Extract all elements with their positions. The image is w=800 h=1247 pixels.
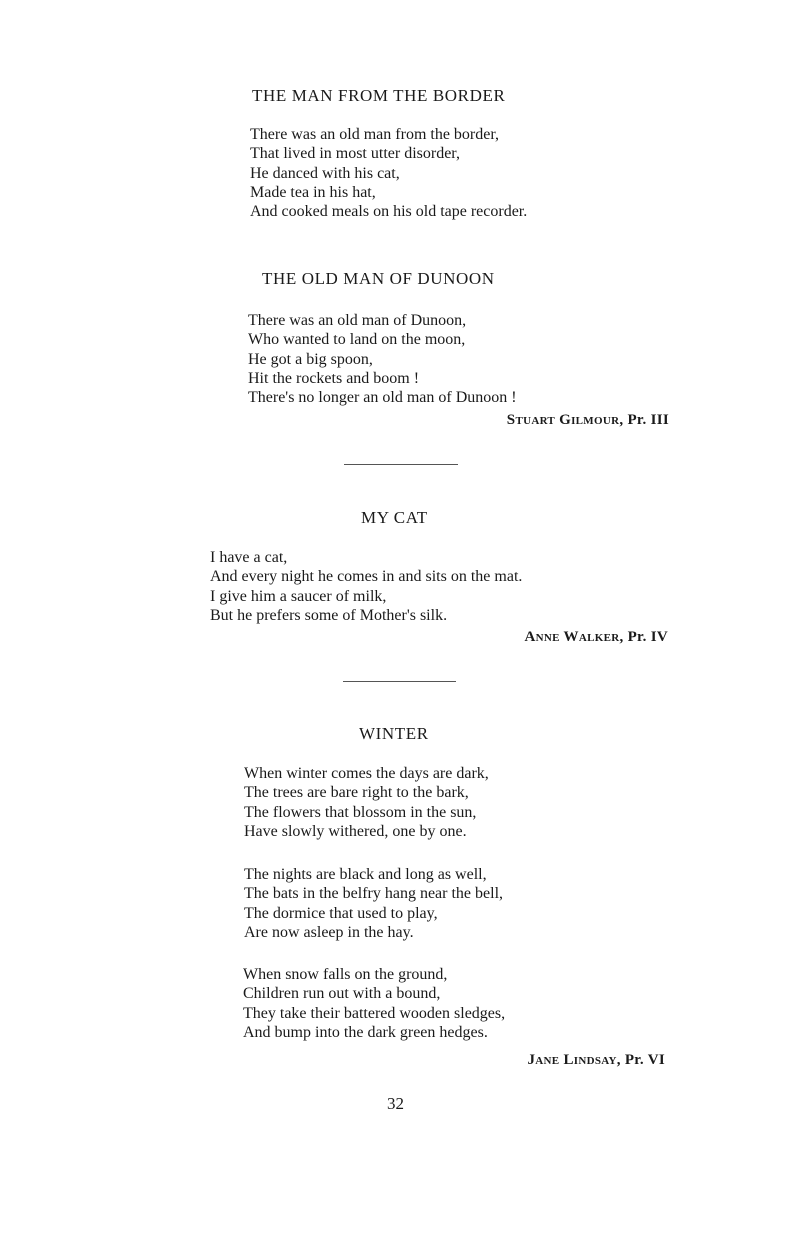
poem-line: The dormice that used to play,	[244, 904, 438, 922]
section-divider	[344, 464, 458, 465]
author-class: Pr. III	[627, 412, 669, 428]
poem-title: THE MAN FROM THE BORDER	[252, 86, 506, 105]
poem-author	[507, 412, 669, 429]
section-divider	[343, 681, 456, 682]
author-class: Pr. IV	[627, 629, 668, 645]
poem-line: The nights are black and long as well,	[244, 866, 487, 883]
poem-title: WINTER	[359, 724, 429, 743]
author-name: Stuart Gilmour,	[506, 412, 624, 428]
poem-line: They take their battered wooden sledges,	[243, 1004, 506, 1022]
poem-stanza	[250, 125, 527, 221]
poem-line: Made tea in his hat,	[250, 183, 376, 201]
page-number: 32	[387, 1094, 404, 1113]
poem-title: THE OLD MAN OF DUNOON	[262, 269, 495, 288]
poem-line: When snow falls on the ground,	[243, 966, 448, 983]
poem-stanza	[210, 548, 522, 625]
poem-title: MY CAT	[361, 508, 428, 527]
poem-stanza	[248, 311, 517, 407]
poem-line: Children run out with a bound,	[243, 985, 441, 1003]
poem-stanza	[244, 865, 503, 942]
poem-line: Have slowly withered, one by one.	[244, 822, 467, 840]
poem-line: There was an old man of Dunoon,	[248, 312, 467, 329]
poem-line: But he prefers some of Mother's silk.	[210, 606, 448, 624]
poem-line: Are now asleep in the hay.	[244, 923, 414, 941]
poem-line: Hit the rockets and boom !	[248, 369, 420, 387]
poem-line: And bump into the dark green hedges.	[243, 1023, 488, 1041]
poem-line: Who wanted to land on the moon,	[248, 331, 466, 349]
poem-line: The bats in the belfry hang near the bell,	[244, 885, 504, 903]
poem-stanza	[244, 764, 489, 841]
poem-line: The flowers that blossom in the sun,	[244, 803, 477, 821]
author-name: Anne Walker,	[524, 629, 624, 645]
poem-line: The trees are bare right to the bark,	[244, 784, 469, 802]
poem-author	[527, 1052, 665, 1069]
poem-line: I give him a saucer of milk,	[210, 587, 387, 605]
poem-line: He danced with his cat,	[250, 164, 400, 182]
poem-line: There was an old man from the border,	[250, 126, 500, 143]
author-class: Pr. VI	[624, 1052, 665, 1068]
poem-line: That lived in most utter disorder,	[250, 145, 460, 163]
poem-line: When winter comes the days are dark,	[244, 765, 489, 782]
poem-line: And every night he comes in and sits on the mat.	[210, 568, 523, 586]
poem-line: I have a cat,	[210, 549, 288, 566]
poem-line: There's no longer an old man of Dunoon !	[248, 389, 517, 407]
poem-line: And cooked meals on his old tape recorder.	[250, 203, 528, 221]
poem-line: He got a big spoon,	[248, 350, 373, 368]
author-name: Jane Lindsay,	[527, 1052, 621, 1068]
poem-author	[525, 629, 669, 646]
poem-stanza	[243, 965, 505, 1042]
